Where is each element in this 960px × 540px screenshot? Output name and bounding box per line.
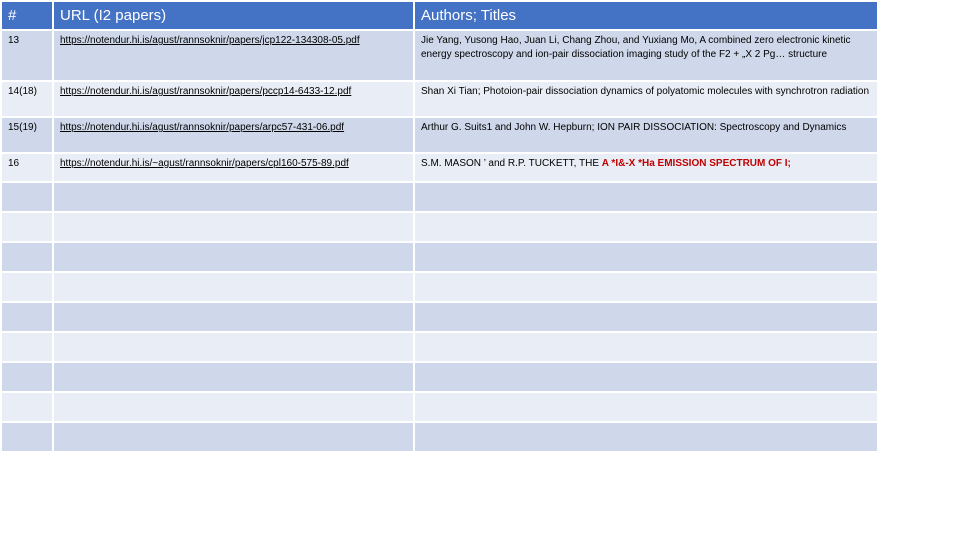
- empty-cell: [1, 182, 53, 212]
- empty-cell: [53, 182, 414, 212]
- empty-cell: [53, 362, 414, 392]
- empty-cell: [414, 272, 878, 302]
- url-cell: [53, 117, 414, 153]
- paper-link[interactable]: https://notendur.hi.is/~agust/rannsoknir/papers/cpl160-575-89.pdf: [60, 158, 349, 169]
- empty-cell: [414, 302, 878, 332]
- empty-cell: [1, 272, 53, 302]
- authors-cell: [414, 153, 878, 182]
- url-cell: [53, 30, 414, 81]
- empty-cell: [53, 332, 414, 362]
- empty-cell: [1, 332, 53, 362]
- authors-text: S.M. MASON ’ and R.P. TUCKETT, THE: [421, 158, 602, 169]
- empty-cell: [1, 392, 53, 422]
- empty-cell: [53, 242, 414, 272]
- empty-cell: [414, 422, 878, 452]
- empty-cell: [1, 302, 53, 332]
- authors-cell: Jie Yang, Yusong Hao, Juan Li, Chang Zhou, and Yuxiang Mo, A combined zero electronic kinetic energy spectroscopy and ion-pair dissociation imaging study of the F2 + „X 2 Pg… structure: [414, 30, 878, 81]
- table-row: [1, 81, 878, 117]
- header-url: URL (I2 papers): [53, 1, 414, 30]
- empty-row: [1, 422, 878, 452]
- empty-cell: [414, 362, 878, 392]
- header-num: #: [1, 1, 53, 30]
- empty-cell: [53, 422, 414, 452]
- paper-link[interactable]: https://notendur.hi.is/agust/rannsoknir/papers/pccp14-6433-12.pdf: [60, 86, 352, 97]
- url-cell: [53, 153, 414, 182]
- authors-cell: Shan Xi Tian; Photoion-pair dissociation dynamics of polyatomic molecules with synchrotron radiation: [414, 81, 878, 117]
- empty-cell: [414, 392, 878, 422]
- empty-cell: [53, 302, 414, 332]
- empty-row: [1, 332, 878, 362]
- empty-cell: [1, 212, 53, 242]
- row-num: 13: [1, 30, 53, 81]
- empty-cell: [53, 272, 414, 302]
- empty-row: [1, 362, 878, 392]
- row-num: 14(18): [1, 81, 53, 117]
- table-row: [1, 30, 878, 81]
- empty-row: [1, 392, 878, 422]
- paper-link[interactable]: https://notendur.hi.is/agust/rannsoknir/papers/arpc57-431-06.pdf: [60, 122, 345, 133]
- empty-cell: [414, 242, 878, 272]
- row-num: 16: [1, 153, 53, 182]
- empty-cell: [1, 362, 53, 392]
- empty-row: [1, 182, 878, 212]
- empty-row: [1, 212, 878, 242]
- empty-cell: [53, 392, 414, 422]
- row-num: 15(19): [1, 117, 53, 153]
- paper-link[interactable]: https://notendur.hi.is/agust/rannsoknir/papers/jcp122-134308-05.pdf: [60, 35, 360, 46]
- authors-cell: Arthur G. Suits1 and John W. Hepburn; ION PAIR DISSOCIATION: Spectroscopy and Dynamics: [414, 117, 878, 153]
- empty-cell: [414, 212, 878, 242]
- empty-cell: [1, 422, 53, 452]
- empty-row: [1, 272, 878, 302]
- empty-cell: [53, 212, 414, 242]
- empty-cell: [1, 242, 53, 272]
- empty-cell: [414, 332, 878, 362]
- empty-row: [1, 242, 878, 272]
- empty-row: [1, 302, 878, 332]
- table-row: [1, 153, 878, 182]
- url-cell: [53, 81, 414, 117]
- authors-highlight: A *I&-X *Ha EMISSION SPECTRUM OF I;: [601, 158, 791, 169]
- empty-cell: [414, 182, 878, 212]
- table-row: [1, 117, 878, 153]
- header-row: [1, 1, 878, 30]
- header-authors: Authors; Titles: [414, 1, 878, 30]
